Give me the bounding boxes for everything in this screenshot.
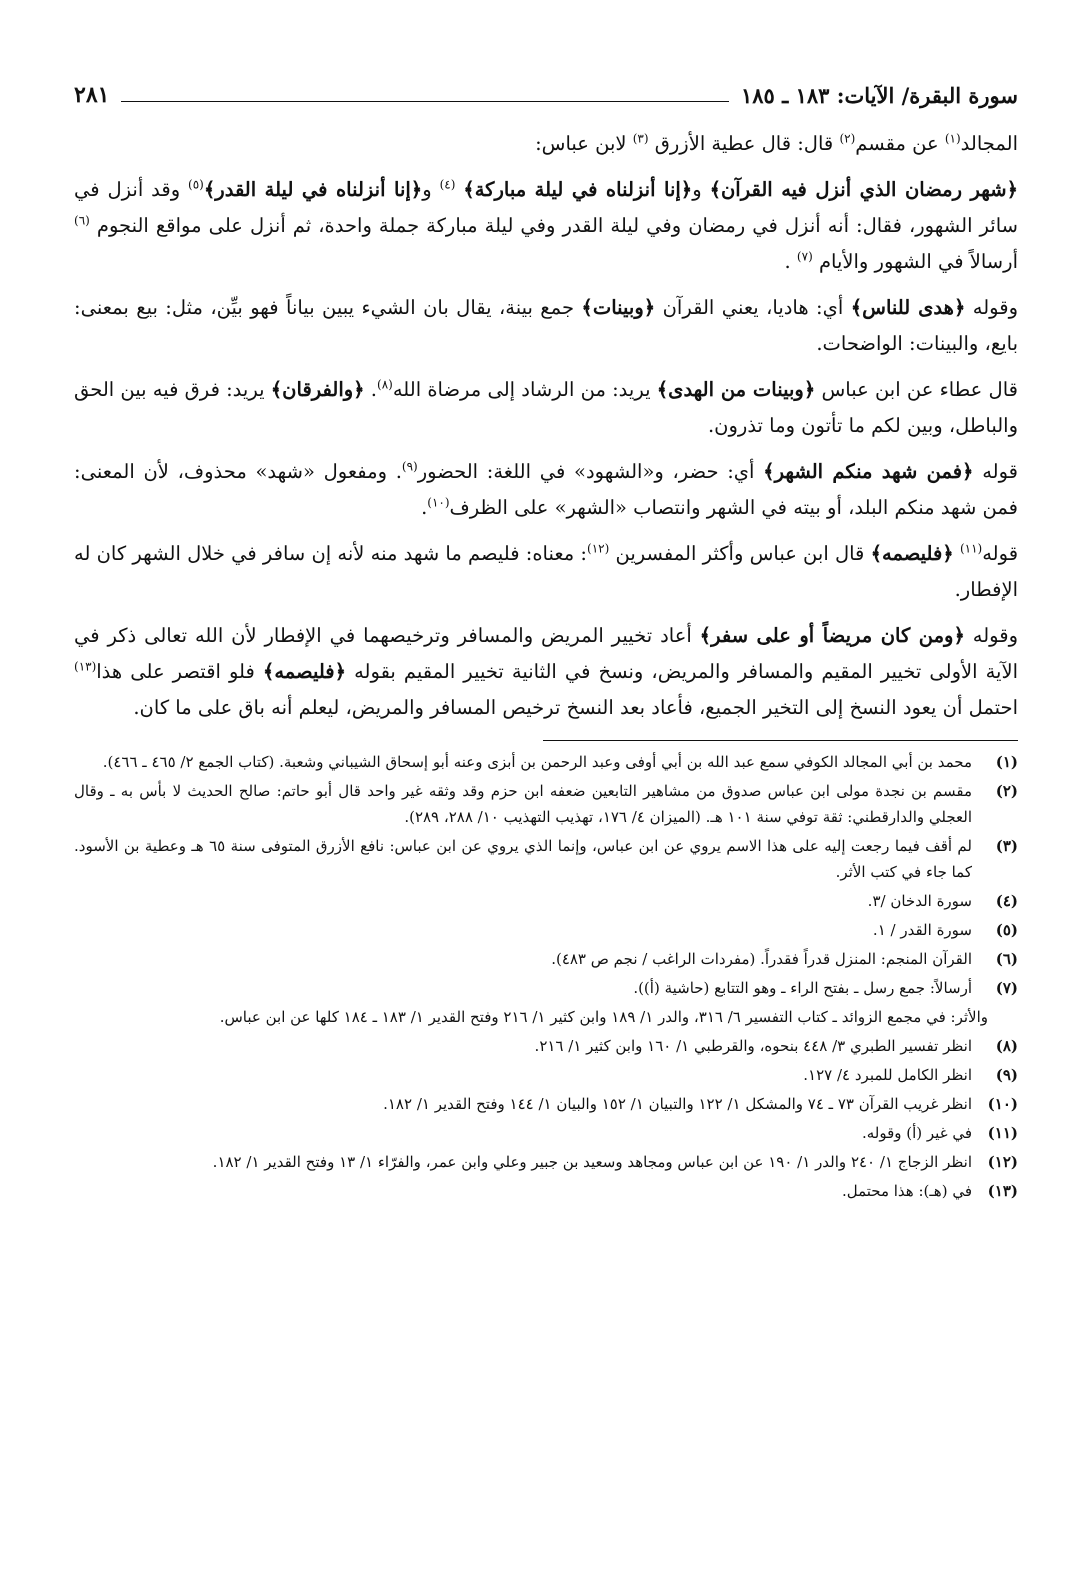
text-run: . <box>421 496 428 519</box>
footnote <box>74 1004 1018 1030</box>
footnote-number: (١٢) <box>987 1153 1018 1171</box>
header-rule <box>121 101 729 102</box>
page-number: ٢٨١ <box>74 82 110 108</box>
quran-quote: ﴿فليصمه﴾ <box>870 542 954 565</box>
footnote-number: (١٣) <box>987 1182 1018 1200</box>
footnote-ref: (٧) <box>796 249 813 264</box>
text-run: فلو اقتصر على هذا <box>96 660 263 683</box>
text-run: يريد: فرق فيه بين الحق والباطل، وبين لكم ما تأتون وما تذرون. <box>74 378 1018 437</box>
text-run: . ومفعول «شهد» محذوف، لأن المعنى: فمن شهد منكم البلد، أو بيته في الشهر وانتصاب «الشهر» على الظرف <box>74 460 1018 519</box>
footnote-number: (١) <box>995 753 1018 771</box>
footnote-ref: (١٣) <box>74 659 97 674</box>
footnote-text: انظر الزجاج ١/ ٢٤٠ والدر ١/ ١٩٠ عن ابن عباس ومجاهد وسعيد بن جبير وعلي وابن عمر، والفرّاء ١/ ١٣ وفتح القدير ١/ ١٨٢. <box>212 1153 972 1171</box>
footnote-text: في غير (أ) وقوله. <box>861 1124 972 1142</box>
footnote-number: (٤) <box>995 892 1018 910</box>
footnote <box>74 888 1018 914</box>
footnote-number: (٦) <box>995 950 1018 968</box>
footnote <box>74 1149 1018 1175</box>
text-run: أي: حضر، و«الشهود» في اللغة: الحضور <box>417 460 764 483</box>
text-run: : معناه: فليصم ما شهد منه لأنه إن سافر في خلال الشهر كان له الإفطار. <box>74 542 1018 601</box>
text-run: قوله <box>973 460 1018 483</box>
paragraph <box>74 618 1018 726</box>
running-header <box>74 80 1018 108</box>
text-run: وقوله <box>965 296 1018 319</box>
footnote <box>74 975 1018 1001</box>
footnote-number: (١١) <box>987 1124 1018 1142</box>
footnote-ref: (١) <box>944 131 961 146</box>
footnote-text: سورة الدخان /٣. <box>867 892 972 910</box>
quran-quote: ﴿فليصمه﴾ <box>262 660 347 683</box>
text-run: أعاد تخيير المريض والمسافر وترخيصهما في الإفطار لأن الله تعالى ذكر في الآية الأولى تخيير المقيم والمسافر والمريض، ونسخ في الثانية تخيير المقيم بقوله <box>74 624 1018 683</box>
text-run: قال ابن عباس وأكثر المفسرين <box>609 542 871 565</box>
text-run: و <box>692 178 710 201</box>
footnote-ref: (٥) <box>188 177 204 192</box>
footnote-text: سورة القدر / ١. <box>872 921 972 939</box>
footnote <box>74 1062 1018 1088</box>
footnote-text: انظر غريب القرآن ٧٣ ـ ٧٤ والمشكل ١/ ١٢٢ والتبيان ١/ ١٥٢ والبيان ١/ ١٤٤ وفتح القدير ١/ ١٨٢. <box>383 1095 972 1113</box>
footnote-ref: (٨) <box>377 377 393 392</box>
quran-quote: ﴿وبينات من الهدى﴾ <box>656 378 816 401</box>
footnote-number: (٨) <box>995 1037 1018 1055</box>
paragraph <box>74 290 1018 362</box>
quran-quote: ﴿ومن كان مريضاً أو على سفر﴾ <box>699 624 965 647</box>
footnote-number: (٥) <box>995 921 1018 939</box>
footnote <box>74 1033 1018 1059</box>
text-run: يريد: من الرشاد إلى مرضاة الله <box>392 378 657 401</box>
footnote-ref: (١١) <box>959 541 983 556</box>
text-run: . <box>364 378 378 401</box>
text-run: قال عطاء عن ابن عباس <box>815 378 1018 401</box>
text-run: المجالد <box>960 132 1018 155</box>
footnote-number: (١٠) <box>987 1095 1018 1113</box>
text-run: لابن عباس: <box>535 132 633 155</box>
footnote-text: لم أقف فيما رجعت إليه على هذا الاسم يروي عن ابن عباس، وإنما الذي يروي عن ابن عباس: نافع الأزرق المتوفى سنة ٦٥ هـ وعطية بن الأسود. كما جاء في كتب الأثر. <box>74 837 972 881</box>
footnote-number: (٣) <box>995 837 1018 855</box>
footnote-text: القرآن المنجم: المنزل قدراً فقدراً. (مفردات الراغب / نجم ص ٤٨٣). <box>551 950 972 968</box>
quran-quote: ﴿والفرقان﴾ <box>270 378 365 401</box>
text-run: و <box>422 178 440 201</box>
footnote-ref: (٦) <box>74 213 90 228</box>
paragraph <box>74 536 1018 608</box>
footnote-ref: (٢) <box>839 131 856 146</box>
text-run: جمع بينة، يقال بان الشيء يبين بياناً فهو بيِّن، مثل: بيع بمعنى: بايع، والبينات: الواضحات. <box>74 296 1018 355</box>
footnote-text: مقسم بن نجدة مولى ابن عباس صدوق من مشاهير التابعين ضعفه ابن حزم وقد وثقه غير واحد قال أبو حاتم: صالح الحديث لا بأس به ـ وقال العجلي والدارقطني: ثقة توفي سنة ١٠١ هـ. (الميزان ٤/ ١٧٦، تهذيب التهذيب ١٠/ ٢٨٨، ٢٨٩). <box>74 782 972 826</box>
quran-quote: ﴿فمن شهد منكم الشهر﴾ <box>763 460 974 483</box>
text-run: قوله <box>982 542 1019 565</box>
footnote <box>74 917 1018 943</box>
quran-quote: ﴿شهر رمضان الذي أنزل فيه القرآن﴾ <box>709 178 1018 201</box>
text-run: عن مقسم <box>855 132 945 155</box>
footnote <box>74 778 1018 830</box>
text-run: أرسالاً في الشهور والأيام <box>812 250 1018 273</box>
footnote-ref: (١٠) <box>427 495 450 510</box>
footnote-separator <box>543 740 1018 741</box>
text-run: احتمل أن يعود النسخ إلى التخير الجميع، فأعاد بعد النسخ ترخيص المسافر والمريض، ليعلم أنه باق على ما كان. <box>133 696 1018 719</box>
paragraph <box>74 126 1018 162</box>
footnote-number: (٢) <box>995 782 1018 800</box>
quran-quote: ﴿إنا أنزلناه في ليلة القدر﴾ <box>203 178 423 201</box>
text-run: . <box>784 250 797 273</box>
footnote-ref: (٤) <box>439 177 456 192</box>
footnote <box>74 946 1018 972</box>
paragraph <box>74 372 1018 444</box>
footnote-number: (٩) <box>995 1066 1018 1084</box>
footnote-text: محمد بن أبي المجالد الكوفي سمع عبد الله بن أبي أوفى وعبد الرحمن بن أبزى وعنه أبو إسحاق الشيباني وشعبة. (كتاب الجمع ٢/ ٤٦٥ ـ ٤٦٦). <box>102 753 972 771</box>
footnote-number: (٧) <box>995 979 1018 997</box>
footnote <box>74 1091 1018 1117</box>
footnote-text: أرسالاً: جمع رسل ـ بفتح الراء ـ وهو التتابع (حاشية (أ)). <box>633 979 972 997</box>
text-run: وقد أنزل في سائر الشهور، فقال: أنه أنزل في رمضان وفي ليلة القدر وفي ليلة مباركة جملة واحدة، ثم أنزل على مواقع النجوم <box>74 178 1018 237</box>
footnote <box>74 1178 1018 1204</box>
footnote-text: انظر تفسير الطبري ٣/ ٤٤٨ بنحوه، والقرطبي ١/ ١٦٠ وابن كثير ١/ ٢١٦. <box>534 1037 972 1055</box>
footnote-ref: (١٢) <box>587 541 610 556</box>
quran-quote: ﴿إنا أنزلناه في ليلة مباركة﴾ <box>463 178 693 201</box>
main-text <box>74 126 1018 726</box>
footnote-text: انظر الكامل للمبرد ٤/ ١٢٧. <box>803 1066 972 1084</box>
footnote <box>74 749 1018 775</box>
footnote-text: في (هـ): هذا محتمل. <box>841 1182 972 1200</box>
paragraph <box>74 172 1018 280</box>
footnotes <box>74 749 1018 1204</box>
text-run: قال: قال عطية الأزرق <box>648 132 840 155</box>
text-run: وقوله <box>964 624 1018 647</box>
text-run: أي: هاديا، يعني القرآن <box>655 296 851 319</box>
quran-quote: ﴿وبينات﴾ <box>581 296 656 319</box>
quran-quote: ﴿هدى للناس﴾ <box>850 296 966 319</box>
footnote-ref: (٣) <box>632 131 649 146</box>
footnote-ref: (٩) <box>401 459 418 474</box>
paragraph <box>74 454 1018 526</box>
footnote-text: والأثر: في مجمع الزوائد ـ كتاب التفسير ٦/ ٣١٦، والدر ١/ ١٨٩ وابن كثير ١/ ٢١٦ وفتح القدير ١/ ١٨٣ ـ ١٨٤ كلها عن ابن عباس. <box>219 1008 988 1026</box>
footnote <box>74 1120 1018 1146</box>
footnote <box>74 833 1018 885</box>
surah-title: سورة البقرة/ الآيات: ١٨٣ ـ ١٨٥ <box>740 83 1018 108</box>
